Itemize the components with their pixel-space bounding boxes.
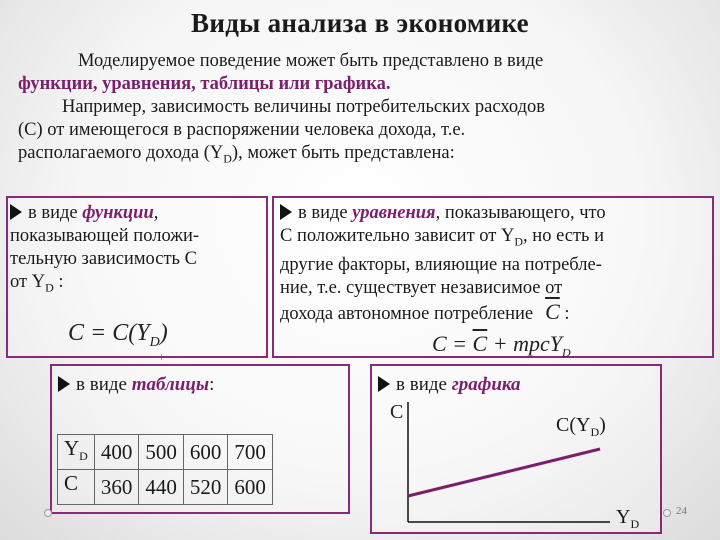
table-row <box>58 435 273 470</box>
function-line-2: показывающей положи- <box>10 226 200 246</box>
example-line-3: располагаемого дохода $(Y_D)$, может быть представлена: <box>18 143 455 166</box>
function-text <box>10 202 266 300</box>
function-plus-mark: + <box>158 350 165 364</box>
intro-line-2: функции, уравнения, таблицы или графика. <box>18 74 391 94</box>
graph-x-label: $Y_D$ <box>616 506 640 531</box>
table-cell: 440 <box>139 470 184 505</box>
equation-formula: $C = \overline{C}$ + mpcY$_D$ <box>432 331 571 360</box>
slide-title: Виды анализа в экономике <box>191 8 529 38</box>
table-cell: 520 <box>183 470 228 505</box>
table-row <box>58 470 273 505</box>
table-cell: 400 <box>94 435 139 470</box>
graph-heading: в виде графика <box>378 373 658 396</box>
decor-dot-left <box>44 509 52 517</box>
graph-y-label: C <box>390 401 404 423</box>
table-cell: 500 <box>139 435 184 470</box>
equation-line-1: в виде уравнения, показывающего, что <box>280 202 710 225</box>
row-label-c: C <box>58 470 95 505</box>
equation-line-5: дохода автономное потребление $\overline{C}$ : <box>280 298 570 324</box>
table-cell: 360 <box>94 470 139 505</box>
arrow-bullet-icon <box>280 204 292 220</box>
row-label-yd: $Y_D$ <box>58 435 95 470</box>
function-formula: $C = C(Y_D)$ <box>68 320 168 350</box>
function-line-1: в виде функции, <box>10 202 266 225</box>
autonomous-consumption-symbol: $\overline{C}$ <box>545 298 560 324</box>
function-line-3: тельную зависимость C <box>10 249 197 269</box>
intro-text <box>18 50 708 171</box>
intro-line-1: Моделируемое поведение может быть представлено в виде <box>78 51 544 71</box>
table-cell: 600 <box>183 435 228 470</box>
equation-line-4: ние, т.е. существует независимое от <box>280 277 563 298</box>
equation-line-3: другие факторы, влияющие на потребле- <box>280 254 602 275</box>
equation-line-2: C положительно зависит от $Y_D$, но есть и <box>280 226 605 249</box>
consumption-line <box>408 449 600 496</box>
page-number: 24 <box>676 505 687 517</box>
arrow-bullet-icon <box>58 376 70 392</box>
equation-text <box>280 202 710 326</box>
table-cell: 600 <box>228 470 273 505</box>
function-line-4: от $Y_D$ : <box>10 272 64 295</box>
arrow-bullet-icon <box>10 204 22 220</box>
data-table <box>57 434 273 505</box>
table-cell: 700 <box>228 435 273 470</box>
example-line-2: (C) от имеющегося в распоряжении человека дохода, т.е. <box>18 120 466 140</box>
decor-dot-right <box>663 509 671 517</box>
graph-curve-label: $C(Y_D)$ <box>556 414 606 439</box>
data-table-wrap <box>57 434 273 505</box>
example-line-1: Например, зависимость величины потребительских расходов <box>62 97 545 117</box>
table-heading: в виде таблицы: <box>58 373 348 396</box>
